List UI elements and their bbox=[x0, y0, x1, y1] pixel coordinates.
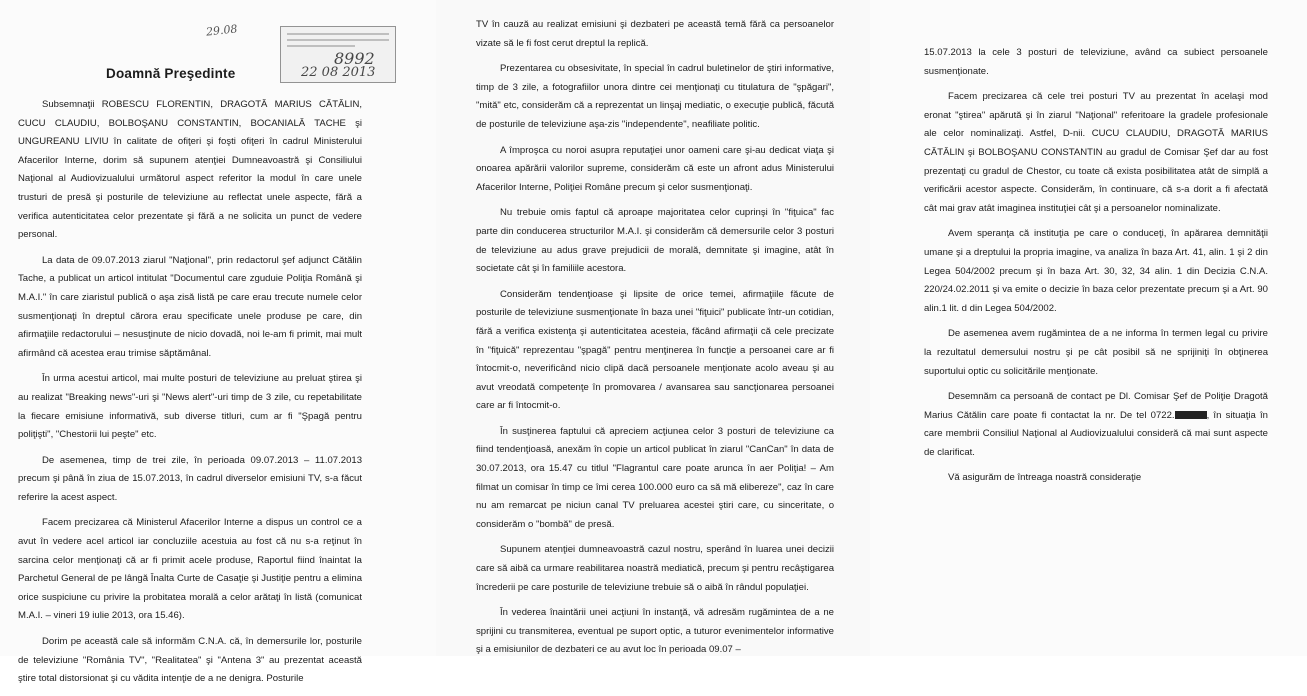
paragraph: În susţinerea faptului că apreciem acţiunea celor 3 posturi de televiziune ca fiind tendenţioasă, anexăm în copie un articol publicat în ziarul "CanCan" în data de 30.07.2013, ora 15.47 cu titlul "Flagrantul care poate arunca în aer Poliţia! – Am filmat un comisar în timp ce îmi cerea 100.000 euro ca să mă elibereze", caz în care nu am remarcat pe niciun canal TV preluarea acestei ştiri care, cu sinceritate, o considerăm o "bombă" de presă. bbox=[476, 425, 834, 530]
letter-page-3 bbox=[870, 0, 1307, 656]
paragraph: Facem precizarea că cele trei posturi TV au prezentat în acelaşi mod eronat "ştirea" apărută şi în ziarul "Naţional" referitoare la gradele profesionale ale celor nominalizaţi. Astfel, D-nii. CUCU CLAUDIU, DRAGOTĂ MARIUS CĂTĂLIN şi BOLBOŞANU CONSTANTIN au gradul de Comisar Şef dar au fost prezentaţi cu gradul de Chestor, cu toate că exista posibilitatea atât de simplă a verificării acestor aspecte. Considerăm, în continuare, că s-a dorit a fi afectată cât mai grav atât imaginea instituţiei cât şi a persoanelor nominalizate. bbox=[924, 91, 1268, 214]
stamp-number: 8992 bbox=[334, 49, 375, 68]
paragraph: Avem speranţa că instituţia pe care o conduceţi, în apărarea demnităţii umane şi a dreptului la propria imagine, va analiza în baza Art. 41, alin. 1 şi 2 din Legea 504/2002 precum şi în baza Art. 30, 32, 34 alin. 1 din Decizia C.N.A. 220/24.02.2011 şi va emite o decizie în baza celor prezentate precum şi a Art. 90 alin.1 lit. d din Legea 504/2002. bbox=[924, 228, 1268, 314]
page1-text-column bbox=[18, 96, 362, 696]
paragraph: De asemenea avem rugămintea de a ne informa în termen legal cu privire la rezultatul demersului nostru şi pe cât posibil să ne sprijiniţi în obţinerea suportului optic cu solicitările menţionate. bbox=[924, 328, 1268, 377]
paragraph: TV în cauză au realizat emisiuni şi dezbateri pe această temă fără ca persoanelor vizate să le fi fost cerut dreptul la replică. bbox=[476, 19, 834, 49]
paragraph: Nu trebuie omis faptul că aproape majoritatea celor cuprinşi în "fiţuica" fac parte din conducerea structurilor M.A.I. şi considerăm că demersurile celor 3 posturi de televiziune au adus grave prejudicii de morală, demnitate şi imagine, atât în societate cât şi în familiile acestora. bbox=[476, 207, 834, 275]
stamp-line bbox=[287, 39, 389, 41]
stamp-line bbox=[287, 45, 355, 47]
letter-salutation: Doamnă Preşedinte bbox=[106, 66, 236, 81]
stamp-date: 22 08 2013 bbox=[301, 65, 376, 80]
paragraph: În vederea înaintării unei acţiuni în instanţă, vă adresăm rugămintea de a ne sprijini cu transmiterea, eventual pe suport optic, a tuturor evenimentelor informative şi a emisiunilor de dezbateri ce au avut loc în perioada 09.07 – bbox=[476, 607, 834, 656]
paragraph: A împroşca cu noroi asupra reputaţiei unor oameni care şi-au dedicat viaţa şi onoarea apărării valorilor supreme, considerăm că este un afront adus Ministerului Afacerilor Interne, Poliţiei Române precum şi celor susmenţionaţi. bbox=[476, 144, 834, 193]
paragraph: Dorim pe această cale să informăm C.N.A. că, în demersurile lor, posturile de televiziune "România TV", "Realitatea" şi "Antena 3" au prezentat această ştire total distorsionat şi cu vădita intenţie de a ne denigra. Posturile bbox=[18, 636, 362, 685]
paragraph: Facem precizarea că Ministerul Afacerilor Interne a dispus un control ce a avut în vedere acel articol iar concluziile acestuia au fost că nu s-a reţinut în sarcina celor menţionaţi că ar fi primit acele produse, Raportul fiind înaintat la Parchetul General de pe lângă Înalta Curte de Casaţie şi Justiţie pentru a elimina orice suspiciune cu privire la probitatea morală a celor arătaţi în listă (comunicat M.A.I. – vineri 19 iulie 2013, ora 15.46). bbox=[18, 517, 362, 622]
contact-text-after: , în situaţia în care membrii Consiliul Naţional al Audiovizualului consideră că mai sunt aspecte de clarificat. bbox=[924, 409, 1268, 458]
handwritten-registration-note: 29.08 bbox=[205, 22, 239, 39]
letter-page-2 bbox=[436, 0, 870, 656]
paragraph: Prezentarea cu obsesivitate, în special în cadrul buletinelor de ştiri informative, timp de 3 zile, a fotografiilor unora dintre cei menţionaţi cu titulatura de "şpăgari", "mită" etc, considerăm că a reprezentat un linşaj mediatic, o execuţie publică, făcută de posturile de televiziune aşa-zis "independente", neafiliate politic. bbox=[476, 63, 834, 130]
stamp-line bbox=[287, 33, 389, 35]
paragraph: Supunem atenţiei dumneavoastră cazul nostru, sperând în luarea unei decizii care să aibă ca urmare reabilitarea noastră mediatică, precum şi pentru recâştigarea încrederii pe care posturile de televiziune trebuie să o aibă în rândul populaţiei. bbox=[476, 544, 834, 593]
paragraph: În urma acestui articol, mai multe posturi de televiziune au preluat ştirea şi au realizat "Breaking news"-uri şi "News alert"-uri timp de 3 zile, cu repetabilitate la fiecare emisiune informativă, sub diverse titluri, cum ar fi "Şpagă pentru poliţişti", "Chestorii lui peşte" etc. bbox=[18, 373, 362, 441]
closing-line: Vă asigurăm de întreaga noastră consideraţie bbox=[948, 472, 1142, 484]
redacted-phone-number bbox=[1175, 411, 1207, 419]
paragraph: La data de 09.07.2013 ziarul "Naţional", prin redactorul şef adjunct Cătălin Tache, a publicat un articol intitulat "Documentul care zguduie Poliţia Română şi M.A.I." în care ziaristul publică o aşa zisă listă pe care erau trecute numele celor susmenţionaţi în dreptul cărora erau specificate unele produse pe care, din afirmaţiile redactorului – nesusţinute de nicio dovadă, noi le-am fi primit, mai mult afirmând că acestea erau trimise săptămânal. bbox=[18, 254, 362, 359]
page2-text-column bbox=[476, 16, 834, 667]
contact-paragraph bbox=[924, 388, 1268, 462]
contact-text-before: Desemnăm ca persoană de contact pe Dl. Comisar Şef de Poliţie Dragotă Marius Cătălin care poate fi contactat la nr. De tel 0722. bbox=[924, 391, 1268, 421]
paragraph: 15.07.2013 la cele 3 posturi de televiziune, având ca subiect persoanele susmenţionate. bbox=[924, 47, 1268, 77]
paragraph: De asemenea, timp de trei zile, în perioada 09.07.2013 – 11.07.2013 precum şi până în ziua de 15.07.2013, în cadrul diverselor emisiuni TV, s-a făcut referire la acest aspect. bbox=[18, 454, 362, 503]
letter-page-1 bbox=[0, 0, 436, 685]
paragraph: Subsemnaţii ROBESCU FLORENTIN, DRAGOTĂ MARIUS CĂTĂLIN, CUCU CLAUDIU, BOLBOŞANU CONSTANTIN, BOCANIALĂ TACHE şi UNGUREANU LIVIU în calitate de ofiţeri şi foşti ofiţeri în cadrul Ministerului Afacerilor Interne, dorim să supunem atenţiei Dumneavoastră şi Consiliului Naţional al Audiovizualului următorul aspect referitor la modul în care unele trusturi de presă şi posturile de televiziune au reflectat unele aspecte, fără a verifica autenticitatea celor prezentate şi fără a ne solicita un punct de vedere personal. bbox=[18, 99, 362, 241]
page3-text-column bbox=[924, 44, 1268, 495]
paragraph: Considerăm tendenţioase şi lipsite de orice temei, afirmaţiile făcute de posturile de televiziune susmenţionate în baza unei "fiţuici" publicate într-un cotidian, fără a verifica existenţa şi autenticitatea acesteia, făcând afirmaţii că cele precizate în "fiţuică" reprezentau "şpagă" pentru menţinerea în funcţie a persoanei care ar fi întocmit-o, neverificând nicio clipă dacă persoanele menţionate acolo aveau şi au avut vreodată competenţe în promovarea / avansarea sau sancţionarea persoanei care ar fi întocmit-o. bbox=[476, 288, 834, 412]
registration-stamp bbox=[280, 26, 396, 83]
